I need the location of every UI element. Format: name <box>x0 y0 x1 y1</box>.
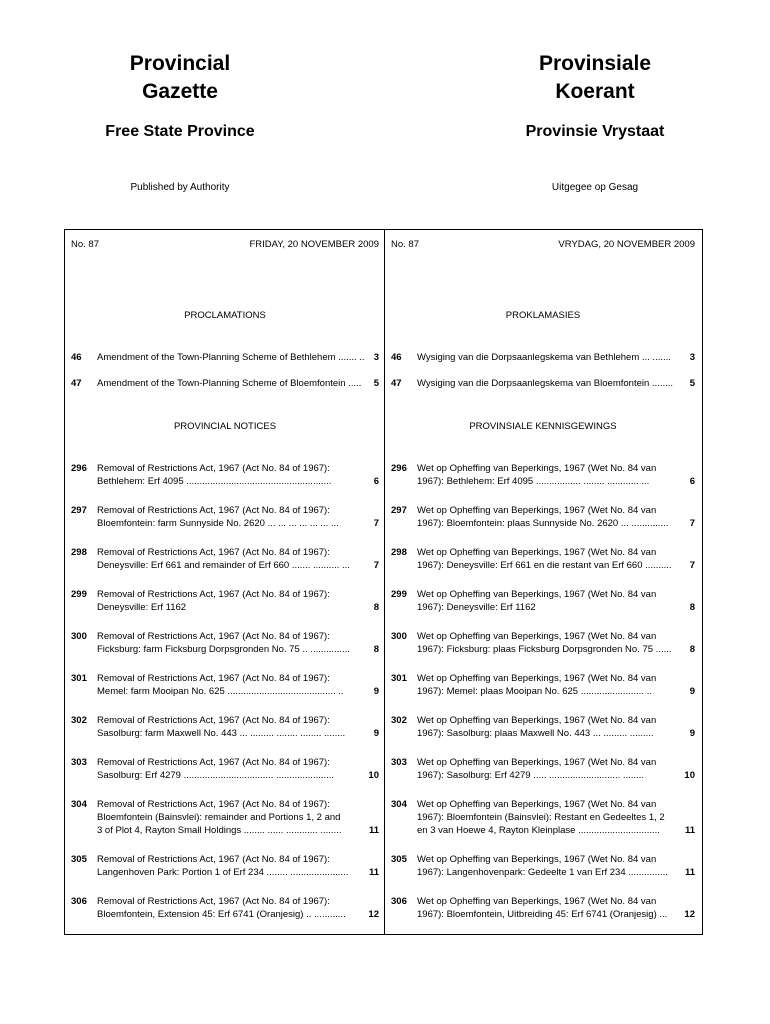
entry-page-number: 7 <box>689 560 695 571</box>
entry-number: 46 <box>71 352 82 363</box>
entry-page-number: 10 <box>684 770 695 781</box>
entry-page-number: 6 <box>689 476 695 487</box>
notice-entry <box>391 714 695 740</box>
entry-number: 299 <box>391 589 407 600</box>
notice-entry <box>391 504 695 530</box>
notice-entry <box>391 798 695 837</box>
entry-title: Removal of Restrictions Act, 1967 (Act No. 84 of 1967): Sasolburg: Erf 4279 .................................. ...................... <box>97 757 335 781</box>
proclamations-heading: PROKLAMASIES <box>505 310 581 321</box>
notice-entry <box>71 714 379 740</box>
entry-page-number: 11 <box>684 867 695 878</box>
issue-date: VRYDAG, 20 NOVEMBER 2009 <box>558 239 695 250</box>
entry-page-number: 6 <box>373 476 379 487</box>
entry-page-number: 7 <box>373 518 379 529</box>
notice-entry <box>71 546 379 572</box>
entry-title: Wet op Opheffing van Beperkings, 1967 (Wet No. 84 van 1967): Deneysville: Erf 661 en die restant van Erf 660 .......... <box>417 547 672 571</box>
proclamation-entry <box>391 377 695 390</box>
entry-title: Removal of Restrictions Act, 1967 (Act No. 84 of 1967): Bethlehem: Erf 4095 ....................................................... <box>97 463 332 487</box>
entry-page-number: 3 <box>689 352 695 363</box>
entry-number: 46 <box>391 352 402 363</box>
entry-title: Amendment of the Town-Planning Scheme of Bloemfontein ..... <box>97 378 362 389</box>
entry-title: Removal of Restrictions Act, 1967 (Act No. 84 of 1967): Bloemfontein: farm Sunnyside No. 2620 ... ... ... ... ... ... ... <box>97 505 339 529</box>
entry-title: Wet op Opheffing van Beperkings, 1967 (Wet No. 84 van 1967): Bloemfontein, Uitbreiding 45: Erf 6741 (Oranjesig) ... <box>417 896 668 920</box>
entry-number: 304 <box>71 799 87 810</box>
notice-entry <box>391 672 695 698</box>
entry-page-number: 9 <box>689 728 695 739</box>
notice-entry <box>391 546 695 572</box>
entry-title: Removal of Restrictions Act, 1967 (Act No. 84 of 1967): Deneysville: Erf 1162 <box>97 589 330 613</box>
issue-line <box>391 238 695 252</box>
authority-line: Published by Authority <box>130 182 230 193</box>
authority-line: Uitgegee op Gesag <box>551 182 639 193</box>
entry-page-number: 8 <box>689 644 695 655</box>
column-divider <box>384 230 385 934</box>
entry-page-number: 9 <box>373 728 379 739</box>
entry-page-number: 8 <box>373 644 379 655</box>
entry-title: Removal of Restrictions Act, 1967 (Act No. 84 of 1967): Ficksburg: farm Ficksburg Dorpsgronden No. 75 .. ............... <box>97 631 350 655</box>
entry-number: 47 <box>391 378 402 389</box>
entry-number: 306 <box>71 896 87 907</box>
entry-number: 306 <box>391 896 407 907</box>
entry-page-number: 11 <box>368 867 379 878</box>
notice-entry <box>71 895 379 921</box>
entry-title: Wet op Opheffing van Beperkings, 1967 (Wet No. 84 van 1967): Bethlehem: Erf 4095 ................. ........ ............ ... <box>417 463 657 487</box>
entry-number: 305 <box>71 854 87 865</box>
entry-title: Wysiging van die Dorpsaanlegskema van Bethlehem ... ....... <box>417 352 671 363</box>
notices-heading: PROVINCIAL NOTICES <box>173 421 277 432</box>
notice-entry <box>71 672 379 698</box>
notice-entry <box>391 462 695 488</box>
entry-number: 303 <box>391 757 407 768</box>
proclamations-heading: PROCLAMATIONS <box>184 310 266 321</box>
entry-number: 298 <box>71 547 87 558</box>
entry-page-number: 3 <box>373 352 379 363</box>
entry-page-number: 9 <box>689 686 695 697</box>
notice-entry <box>71 853 379 879</box>
entry-title: Removal of Restrictions Act, 1967 (Act No. 84 of 1967): Sasolburg: farm Maxwell No. 443 ... ......... ........ ........ ........ <box>97 715 346 739</box>
entry-number: 296 <box>391 463 407 474</box>
notices-heading: PROVINSIALE KENNISGEWINGS <box>469 421 617 432</box>
entry-number: 304 <box>391 799 407 810</box>
notice-entry <box>71 588 379 614</box>
entry-page-number: 11 <box>684 825 695 836</box>
entry-number: 302 <box>71 715 87 726</box>
contents-box <box>64 229 703 935</box>
entry-number: 298 <box>391 547 407 558</box>
issue-date: FRIDAY, 20 NOVEMBER 2009 <box>249 239 379 250</box>
issue-line <box>71 238 379 252</box>
entry-number: 47 <box>71 378 82 389</box>
notice-entry <box>71 630 379 656</box>
entry-page-number: 9 <box>373 686 379 697</box>
entry-number: 297 <box>391 505 407 516</box>
province-name: Free State Province <box>105 123 255 140</box>
entry-number: 302 <box>391 715 407 726</box>
entry-page-number: 7 <box>689 518 695 529</box>
masthead-afrikaans <box>480 0 710 193</box>
entry-number: 300 <box>391 631 407 642</box>
entry-title: Wet op Opheffing van Beperkings, 1967 (Wet No. 84 van 1967): Deneysville: Erf 1162 <box>417 589 657 613</box>
entry-title: Wet op Opheffing van Beperkings, 1967 (Wet No. 84 van 1967): Ficksburg: plaas Ficksburg Dorpsgronden No. 75 ...... <box>417 631 672 655</box>
entry-page-number: 8 <box>689 602 695 613</box>
province-name: Provinsie Vrystaat <box>525 123 665 140</box>
issue-number: No. 87 <box>71 239 99 250</box>
entry-title: Removal of Restrictions Act, 1967 (Act No. 84 of 1967): Langenhoven Park: Portion 1 of Erf 234 ........ ...................... <box>97 854 349 878</box>
notice-entry <box>71 462 379 488</box>
entry-number: 296 <box>71 463 87 474</box>
entry-number: 301 <box>71 673 87 684</box>
entry-title: Removal of Restrictions Act, 1967 (Act No. 84 of 1967): Bloemfontein (Bainsvlei): remainder and Portions 1, 2 and 3 of Plot 4, Rayton Small Holdings ........ ...... ............ ........ <box>97 799 342 836</box>
entry-number: 297 <box>71 505 87 516</box>
issue-number: No. 87 <box>391 239 419 250</box>
entry-page-number: 5 <box>373 378 379 389</box>
entry-title: Wet op Opheffing van Beperkings, 1967 (Wet No. 84 van 1967): Langenhovenpark: Gedeelte 1 van Erf 234 ............... <box>417 854 668 878</box>
masthead <box>0 0 770 230</box>
entry-number: 300 <box>71 631 87 642</box>
gazette-title: Provinsiale Koerant <box>538 52 652 103</box>
entry-title: Amendment of the Town-Planning Scheme of Bethlehem ....... .. <box>97 352 365 363</box>
entry-title: Wet op Opheffing van Beperkings, 1967 (Wet No. 84 van 1967): Sasolburg: plaas Maxwell No. 443 ... ......... ......... <box>417 715 657 739</box>
entry-page-number: 7 <box>373 560 379 571</box>
entry-title: Removal of Restrictions Act, 1967 (Act No. 84 of 1967): Deneysville: Erf 661 and remainder of Erf 660 ....... .......... ... <box>97 547 350 571</box>
entry-number: 303 <box>71 757 87 768</box>
entry-page-number: 12 <box>368 909 379 920</box>
notice-entry <box>391 630 695 656</box>
entry-number: 299 <box>71 589 87 600</box>
masthead-english <box>70 0 290 193</box>
notice-entry <box>391 756 695 782</box>
gazette-title: Provincial Gazette <box>129 52 231 103</box>
proclamation-entry <box>391 351 695 364</box>
entry-number: 305 <box>391 854 407 865</box>
notice-entry <box>391 853 695 879</box>
entry-page-number: 11 <box>368 825 379 836</box>
notice-entry <box>71 756 379 782</box>
entry-title: Removal of Restrictions Act, 1967 (Act No. 84 of 1967): Memel: farm Mooipan No. 625 ......................................... .. <box>97 673 344 697</box>
entry-page-number: 8 <box>373 602 379 613</box>
entry-title: Wet op Opheffing van Beperkings, 1967 (Wet No. 84 van 1967): Bloemfontein: plaas Sunnyside No. 2620 ... .............. <box>417 505 669 529</box>
entry-title: Wet op Opheffing van Beperkings, 1967 (Wet No. 84 van 1967): Sasolburg: Erf 4279 ..... ........................... ........ <box>417 757 657 781</box>
proclamation-entry <box>71 377 379 390</box>
entry-title: Removal of Restrictions Act, 1967 (Act No. 84 of 1967): Bloemfontein, Extension 45: Erf 6741 (Oranjesig) .. ............ <box>97 896 346 920</box>
entry-page-number: 10 <box>368 770 379 781</box>
entry-number: 301 <box>391 673 407 684</box>
entry-page-number: 5 <box>689 378 695 389</box>
entry-page-number: 12 <box>684 909 695 920</box>
entry-title: Wet op Opheffing van Beperkings, 1967 (Wet No. 84 van 1967): Memel: plaas Mooipan No. 625 ........................ .. <box>417 673 657 697</box>
notice-entry <box>71 504 379 530</box>
notice-entry <box>71 798 379 837</box>
proclamation-entry <box>71 351 379 364</box>
notice-entry <box>391 588 695 614</box>
notice-entry <box>391 895 695 921</box>
entry-title: Wysiging van die Dorpsaanlegskema van Bloemfontein ........ <box>417 378 674 389</box>
entry-title: Wet op Opheffing van Beperkings, 1967 (Wet No. 84 van 1967): Bloemfontein (Bainsvlei): Restant en Gedeeltes 1, 2 en 3 van Hoewe 4, Rayton Kleinplase ............................... <box>417 799 665 836</box>
